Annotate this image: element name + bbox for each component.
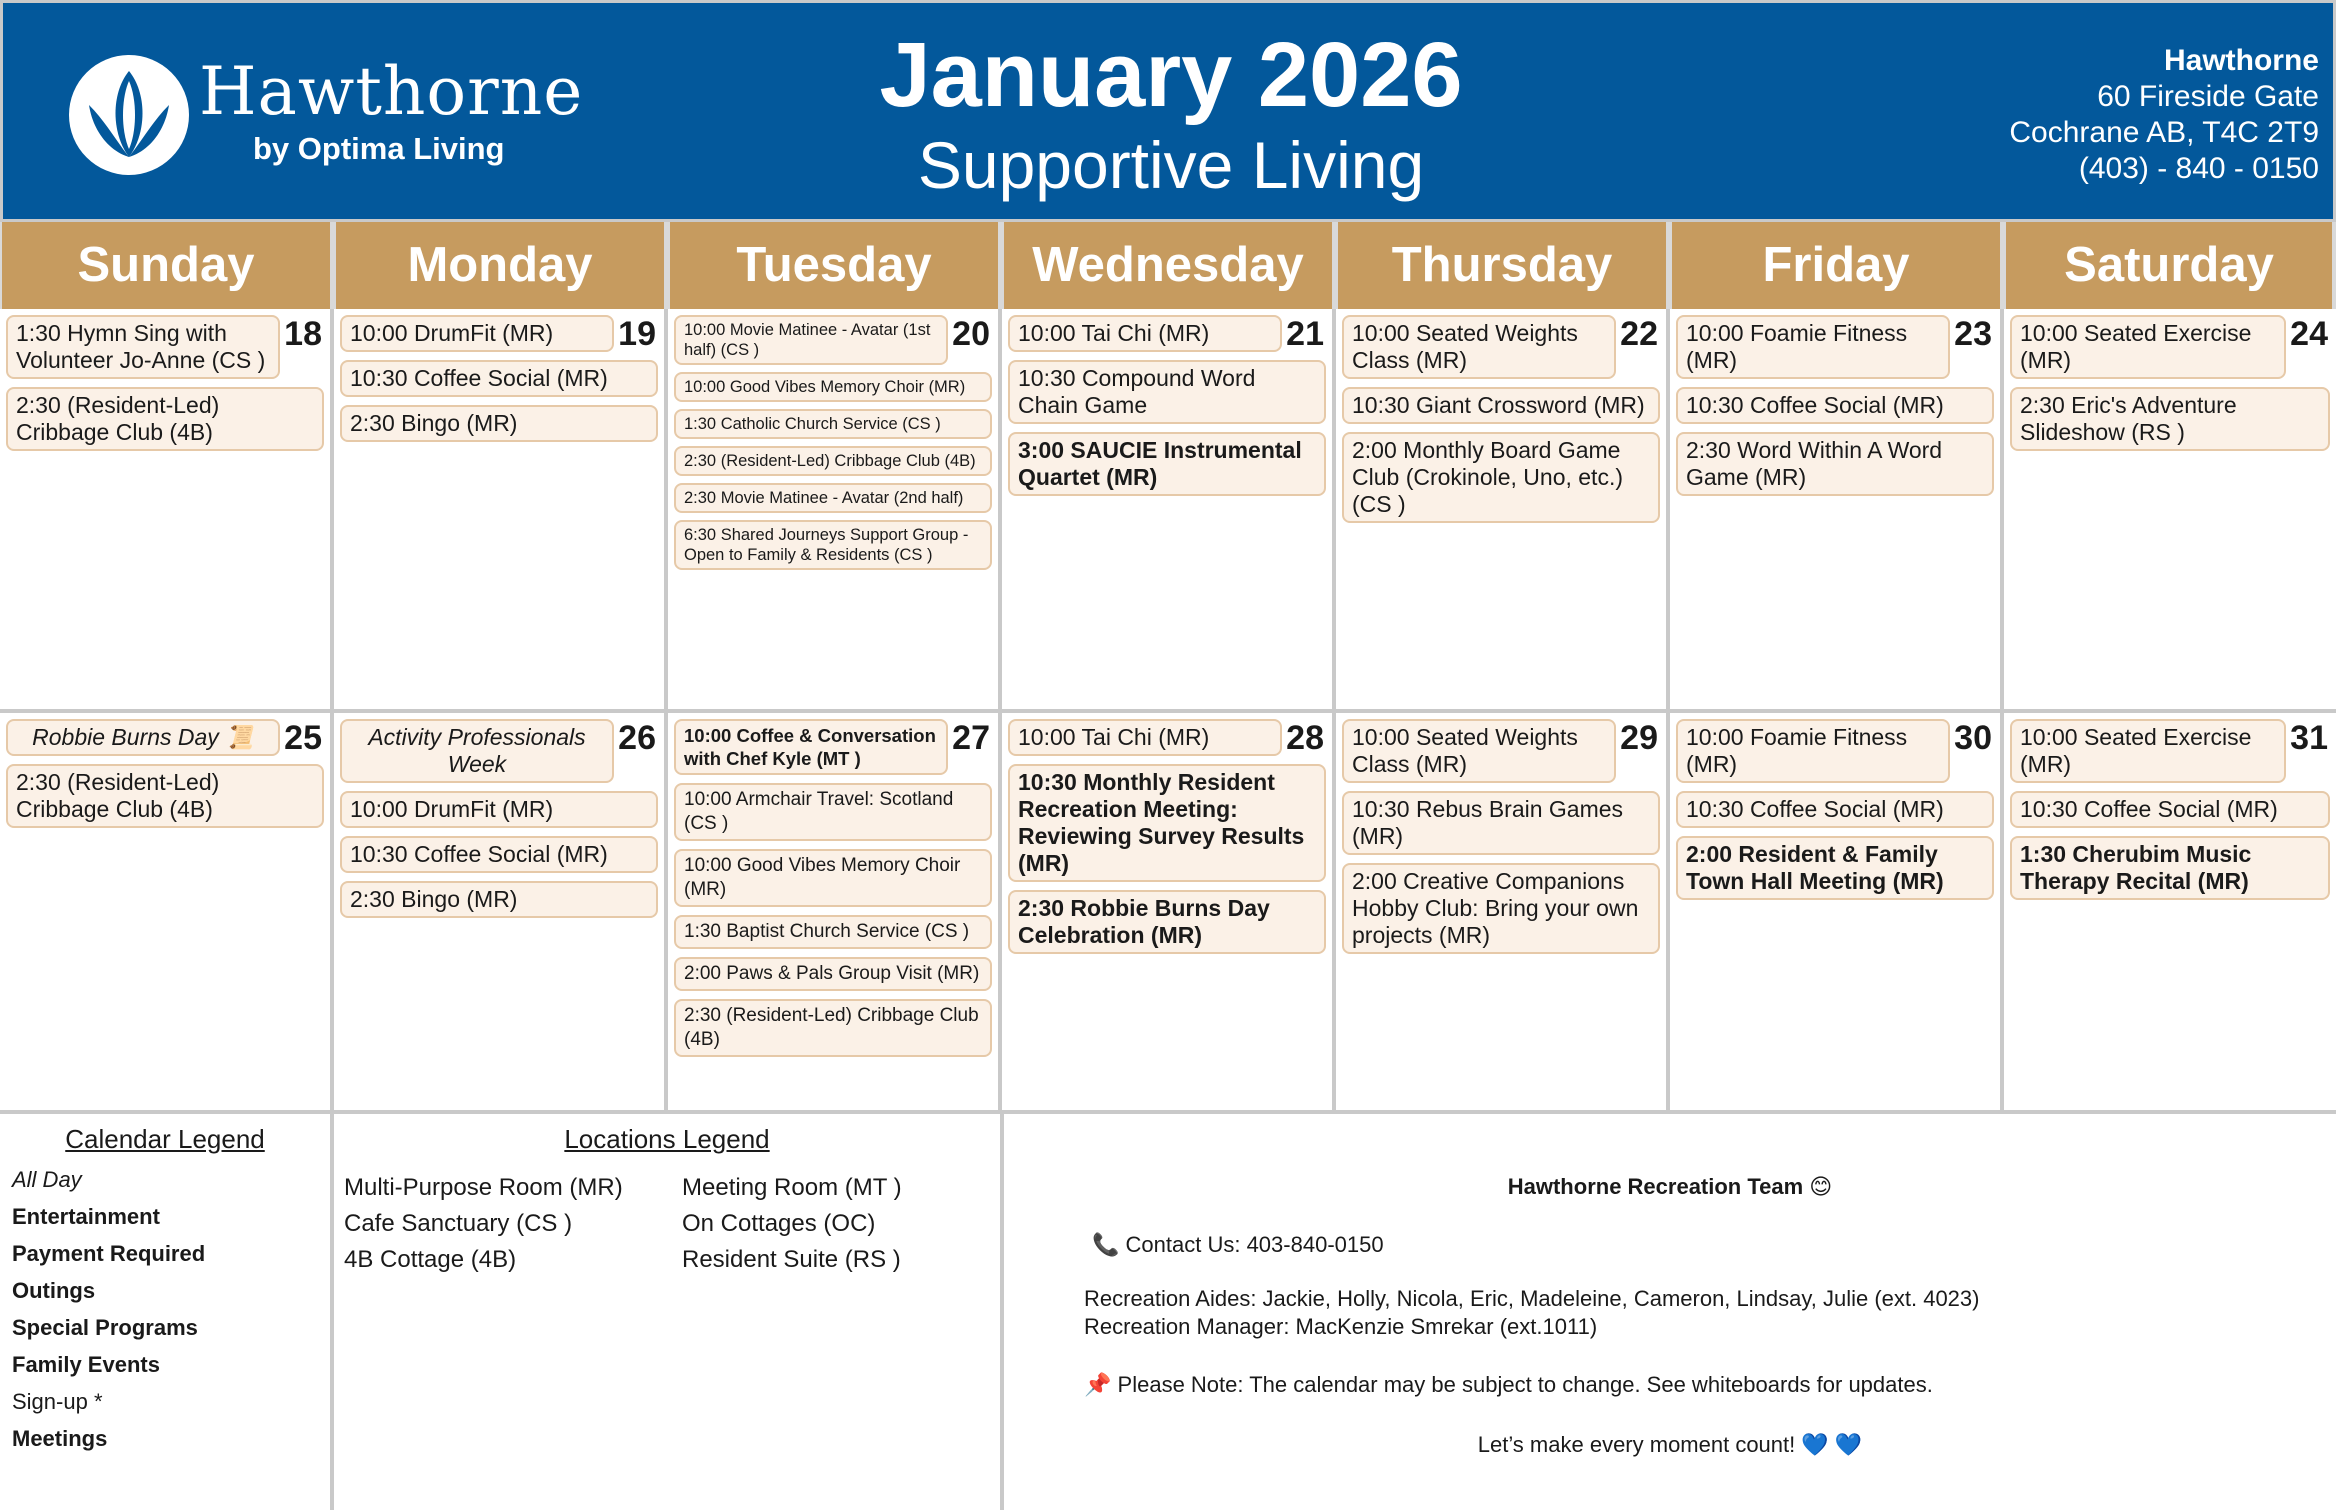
legend-special-programs: Special Programs: [12, 1315, 198, 1340]
event-item[interactable]: 2:30 (Resident-Led) Cribbage Club (4B): [674, 446, 992, 476]
event-item[interactable]: Robbie Burns Day 📜: [6, 719, 280, 756]
legend-sign-up: Sign-up *: [12, 1389, 103, 1414]
event-item[interactable]: 6:30 Shared Journeys Support Group - Open to Family & Residents (CS ): [674, 520, 992, 570]
day-cell-25: [0, 713, 334, 1114]
legend-all-day: All Day: [12, 1167, 82, 1192]
event-item[interactable]: 10:30 Giant Crossword (MR): [1342, 387, 1660, 424]
day-number: 26: [618, 719, 656, 757]
recreation-manager: Recreation Manager: MacKenzie Smrekar (ext.1011): [1084, 1314, 1598, 1339]
event-item[interactable]: 10:30 Monthly Resident Recreation Meeting: Reviewing Survey Results (MR): [1008, 764, 1326, 882]
event-item[interactable]: 10:00 Armchair Travel: Scotland (CS ): [674, 783, 992, 841]
day-number: 21: [1286, 315, 1324, 353]
legend-family-events: Family Events: [12, 1352, 160, 1377]
day-number: 18: [284, 315, 322, 353]
day-cell-20: [668, 309, 1002, 713]
event-item[interactable]: 10:30 Coffee Social (MR): [340, 836, 658, 873]
event-item[interactable]: 2:00 Monthly Board Game Club (Crokinole, Uno, etc.) (CS ): [1342, 432, 1660, 523]
address-phone: (403) - 840 - 0150: [2078, 152, 2319, 185]
day-cell-28: [1002, 713, 1336, 1114]
brand-name: Hawthorne: [199, 53, 584, 130]
location-item: Meeting Room (MT ): [682, 1174, 902, 1201]
day-header-sunday: Sunday: [0, 222, 334, 309]
event-item[interactable]: 10:00 DrumFit (MR): [340, 791, 658, 828]
event-item[interactable]: 10:30 Compound Word Chain Game: [1008, 360, 1326, 424]
event-item[interactable]: 10:00 Foamie Fitness (MR): [1676, 719, 1950, 783]
event-item[interactable]: 1:30 Catholic Church Service (CS ): [674, 409, 992, 439]
event-item[interactable]: 2:30 Movie Matinee - Avatar (2nd half): [674, 483, 992, 513]
legend-entertainment: Entertainment: [12, 1204, 160, 1229]
event-item[interactable]: 2:30 (Resident-Led) Cribbage Club (4B): [6, 764, 324, 828]
event-item[interactable]: 10:00 Seated Weights Class (MR): [1342, 315, 1616, 379]
event-item[interactable]: 2:30 Bingo (MR): [340, 881, 658, 918]
day-number: 29: [1620, 719, 1658, 757]
day-number: 28: [1286, 719, 1324, 757]
day-cell-24: [2004, 309, 2336, 713]
event-item[interactable]: 10:30 Coffee Social (MR): [2010, 791, 2330, 828]
day-number: 27: [952, 719, 990, 757]
event-item[interactable]: 10:30 Coffee Social (MR): [1676, 791, 1994, 828]
location-item: Cafe Sanctuary (CS ): [344, 1210, 573, 1237]
day-number: 25: [284, 719, 322, 757]
day-cell-21: [1002, 309, 1336, 713]
day-header-friday: Friday: [1670, 222, 2004, 309]
event-item[interactable]: 10:00 Good Vibes Memory Choir (MR): [674, 849, 992, 907]
event-item[interactable]: 10:00 Tai Chi (MR): [1008, 315, 1282, 352]
event-item[interactable]: 2:00 Resident & Family Town Hall Meeting (MR): [1676, 836, 1994, 900]
event-item[interactable]: 1:30 Cherubim Music Therapy Recital (MR): [2010, 836, 2330, 900]
calendar-legend-title: Calendar Legend: [65, 1124, 265, 1154]
day-header-saturday: Saturday: [2004, 222, 2336, 309]
day-cell-26: [334, 713, 668, 1114]
location-item: 4B Cottage (4B): [344, 1246, 517, 1273]
event-item[interactable]: 10:00 Seated Exercise (MR): [2010, 315, 2286, 379]
day-cell-19: [334, 309, 668, 713]
event-item[interactable]: 10:30 Coffee Social (MR): [340, 360, 658, 397]
event-item[interactable]: 10:00 Coffee & Conversation with Chef Kyle (MT ): [674, 719, 948, 775]
event-item[interactable]: 10:30 Coffee Social (MR): [1676, 387, 1994, 424]
day-cell-29: [1336, 713, 1670, 1114]
event-item[interactable]: 2:30 Eric's Adventure Slideshow (RS ): [2010, 387, 2330, 451]
event-item[interactable]: 10:00 Seated Exercise (MR): [2010, 719, 2286, 783]
contact-line: [1092, 1232, 1384, 1258]
location-item: On Cottages (OC): [682, 1210, 876, 1237]
event-item[interactable]: 2:30 (Resident-Led) Cribbage Club (4B): [674, 999, 992, 1057]
note-text: Please Note: The calendar may be subject to change. See whiteboards for updates.: [1117, 1372, 1933, 1397]
event-item[interactable]: 2:00 Paws & Pals Group Visit (MR): [674, 957, 992, 991]
location-item: Multi-Purpose Room (MR): [344, 1174, 623, 1201]
day-cell-31: [2004, 713, 2336, 1114]
month-title: January 2026: [879, 24, 1463, 126]
day-cell-30: [1670, 713, 2004, 1114]
day-cell-18: [0, 309, 334, 713]
event-item[interactable]: 10:00 Foamie Fitness (MR): [1676, 315, 1950, 379]
day-number: 19: [618, 315, 656, 353]
legend-meetings: Meetings: [12, 1426, 108, 1451]
address-name: Hawthorne: [2163, 44, 2319, 77]
header-banner: [0, 0, 2336, 222]
event-item[interactable]: 2:00 Creative Companions Hobby Club: Bring your own projects (MR): [1342, 863, 1660, 954]
day-number: 22: [1620, 315, 1658, 353]
day-number: 31: [2290, 719, 2328, 757]
event-item[interactable]: 1:30 Hymn Sing with Volunteer Jo-Anne (CS ): [6, 315, 280, 379]
locations-legend-title: Locations Legend: [564, 1124, 770, 1154]
event-item[interactable]: 10:00 Tai Chi (MR): [1008, 719, 1282, 756]
day-header-thursday: Thursday: [1336, 222, 1670, 309]
closing-line: Let’s make every moment count! 💙 💙: [1477, 1432, 1863, 1457]
day-cell-27: [668, 713, 1002, 1114]
legend-outings: Outings: [12, 1278, 96, 1303]
day-number: 23: [1954, 315, 1992, 353]
contact-text: Contact Us: 403-840-0150: [1125, 1232, 1384, 1257]
calendar-subtitle: Supportive Living: [917, 128, 1425, 202]
day-number: 30: [1954, 719, 1992, 757]
day-header-monday: Monday: [334, 222, 668, 309]
event-item[interactable]: Activity Professionals Week: [340, 719, 614, 783]
location-item: Resident Suite (RS ): [682, 1246, 901, 1273]
event-item[interactable]: 2:30 Word Within A Word Game (MR): [1676, 432, 1994, 496]
locations-legend: [334, 1114, 1004, 1510]
recreation-aides: Recreation Aides: Jackie, Holly, Nicola, Eric, Madeleine, Cameron, Lindsay, Julie (ext. 4023): [1084, 1286, 1980, 1311]
event-item[interactable]: 1:30 Baptist Church Service (CS ): [674, 915, 992, 949]
event-item[interactable]: 10:00 Movie Matinee - Avatar (1st half) (CS ): [674, 315, 948, 365]
address-city: Cochrane AB, T4C 2T9: [2009, 116, 2319, 149]
event-item[interactable]: 10:00 Good Vibes Memory Choir (MR): [674, 372, 992, 402]
recreation-team-info: [1004, 1114, 2336, 1510]
brand-subtitle: by Optima Living: [253, 131, 505, 166]
day-header-wednesday: Wednesday: [1002, 222, 1336, 309]
event-item[interactable]: 10:00 Seated Weights Class (MR): [1342, 719, 1616, 783]
day-cell-23: [1670, 309, 2004, 713]
calendar-legend: [0, 1114, 334, 1510]
address-block: [2009, 43, 2319, 187]
weekday-header-row: [0, 222, 2336, 309]
day-cell-22: [1336, 309, 1670, 713]
event-item[interactable]: 10:00 DrumFit (MR): [340, 315, 614, 352]
day-number: 24: [2290, 315, 2328, 353]
pushpin-icon: 📌: [1084, 1373, 1112, 1398]
team-title: Hawthorne Recreation Team 😊: [1507, 1174, 1833, 1199]
legend-payment-required: Payment Required: [12, 1241, 206, 1266]
event-item[interactable]: 2:30 (Resident-Led) Cribbage Club (4B): [6, 387, 324, 451]
phone-icon: 📞: [1092, 1233, 1120, 1258]
address-street: 60 Fireside Gate: [2097, 80, 2319, 113]
event-item[interactable]: 3:00 SAUCIE Instrumental Quartet (MR): [1008, 432, 1326, 496]
day-header-tuesday: Tuesday: [668, 222, 1002, 309]
note-line: [1084, 1372, 1933, 1398]
event-item[interactable]: 2:30 Bingo (MR): [340, 405, 658, 442]
day-number: 20: [952, 315, 990, 353]
event-item[interactable]: 2:30 Robbie Burns Day Celebration (MR): [1008, 890, 1326, 954]
event-item[interactable]: 10:30 Rebus Brain Games (MR): [1342, 791, 1660, 855]
